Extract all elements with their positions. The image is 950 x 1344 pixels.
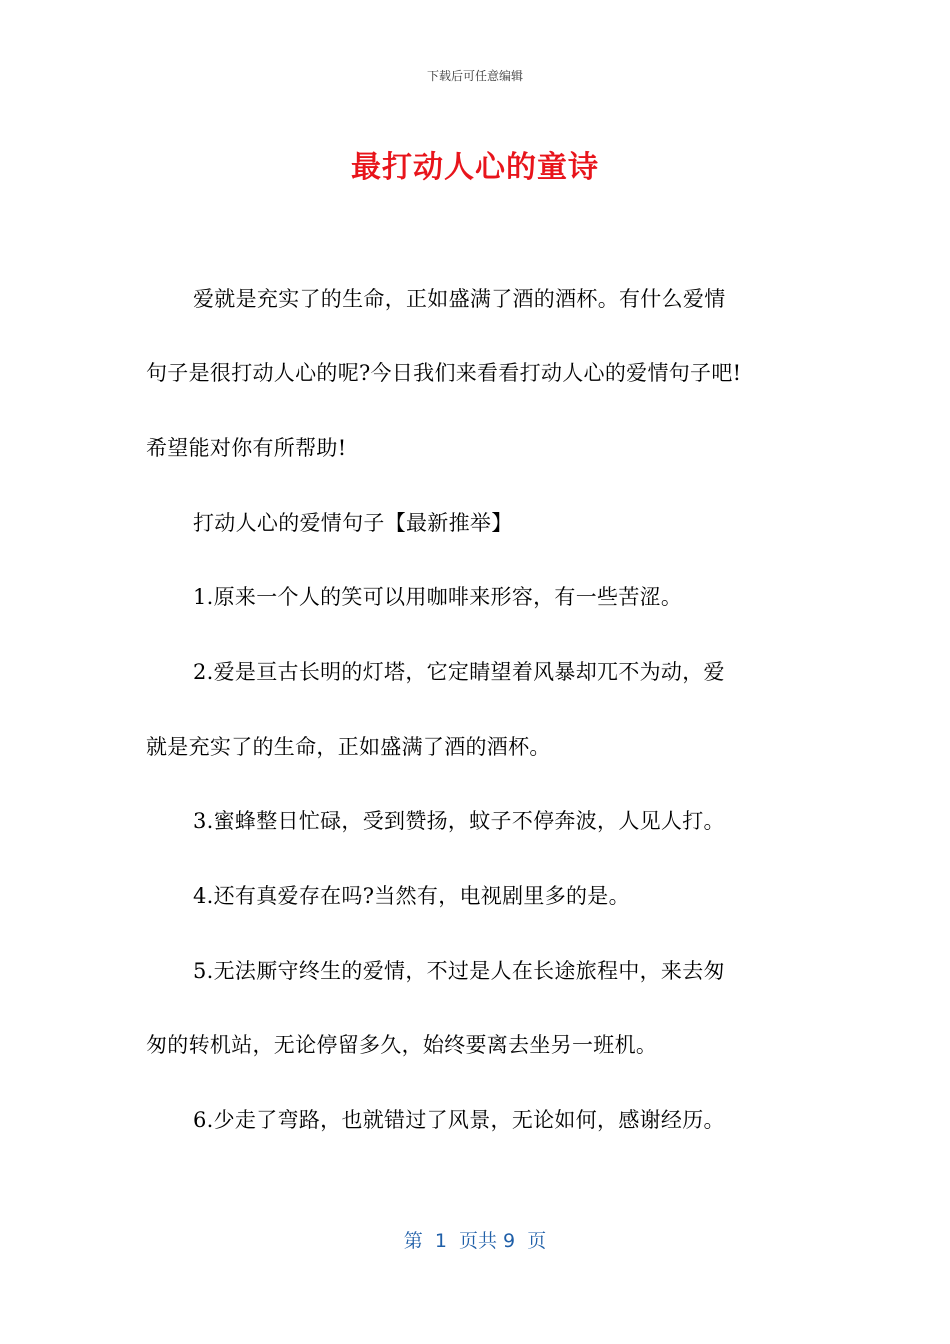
list-item-continuation: 就是充实了的生命，正如盛满了酒的酒杯。 [146, 735, 551, 759]
list-item: 1.原来一个人的笑可以用咖啡来形容，有一些苦涩。 [193, 585, 683, 609]
list-item: 4.还有真爱存在吗?当然有，电视剧里多的是。 [193, 884, 630, 908]
list-item: 2.爱是亘古长明的灯塔，它定睛望着风暴却兀不为动，爱 [193, 660, 725, 684]
list-item-continuation: 匆的转机站，无论停留多久，始终要离去坐另一班机。 [146, 1033, 658, 1057]
paragraph-line: 爱就是充实了的生命，正如盛满了酒的酒杯。有什么爱情 [193, 287, 726, 311]
list-item: 6.少走了弯路，也就错过了风景，无论如何，感谢经历。 [193, 1108, 725, 1132]
header-note: 下载后可任意编辑 [426, 69, 523, 83]
section-heading: 打动人心的爱情句子【最新推举】 [193, 511, 513, 535]
document-title: 最打动人心的童诗 [351, 150, 599, 185]
page-number-footer: 第 1 页共 9 页 [403, 1230, 547, 1252]
paragraph-line: 希望能对你有所帮助! [146, 436, 347, 460]
list-item: 5.无法厮守终生的爱情，不过是人在长途旅程中，来去匆 [193, 959, 725, 983]
paragraph-line: 句子是很打动人心的呢?今日我们来看看打动人心的爱情句子吧! [146, 361, 742, 385]
list-item: 3.蜜蜂整日忙碌，受到赞扬，蚊子不停奔波，人见人打。 [193, 809, 725, 833]
